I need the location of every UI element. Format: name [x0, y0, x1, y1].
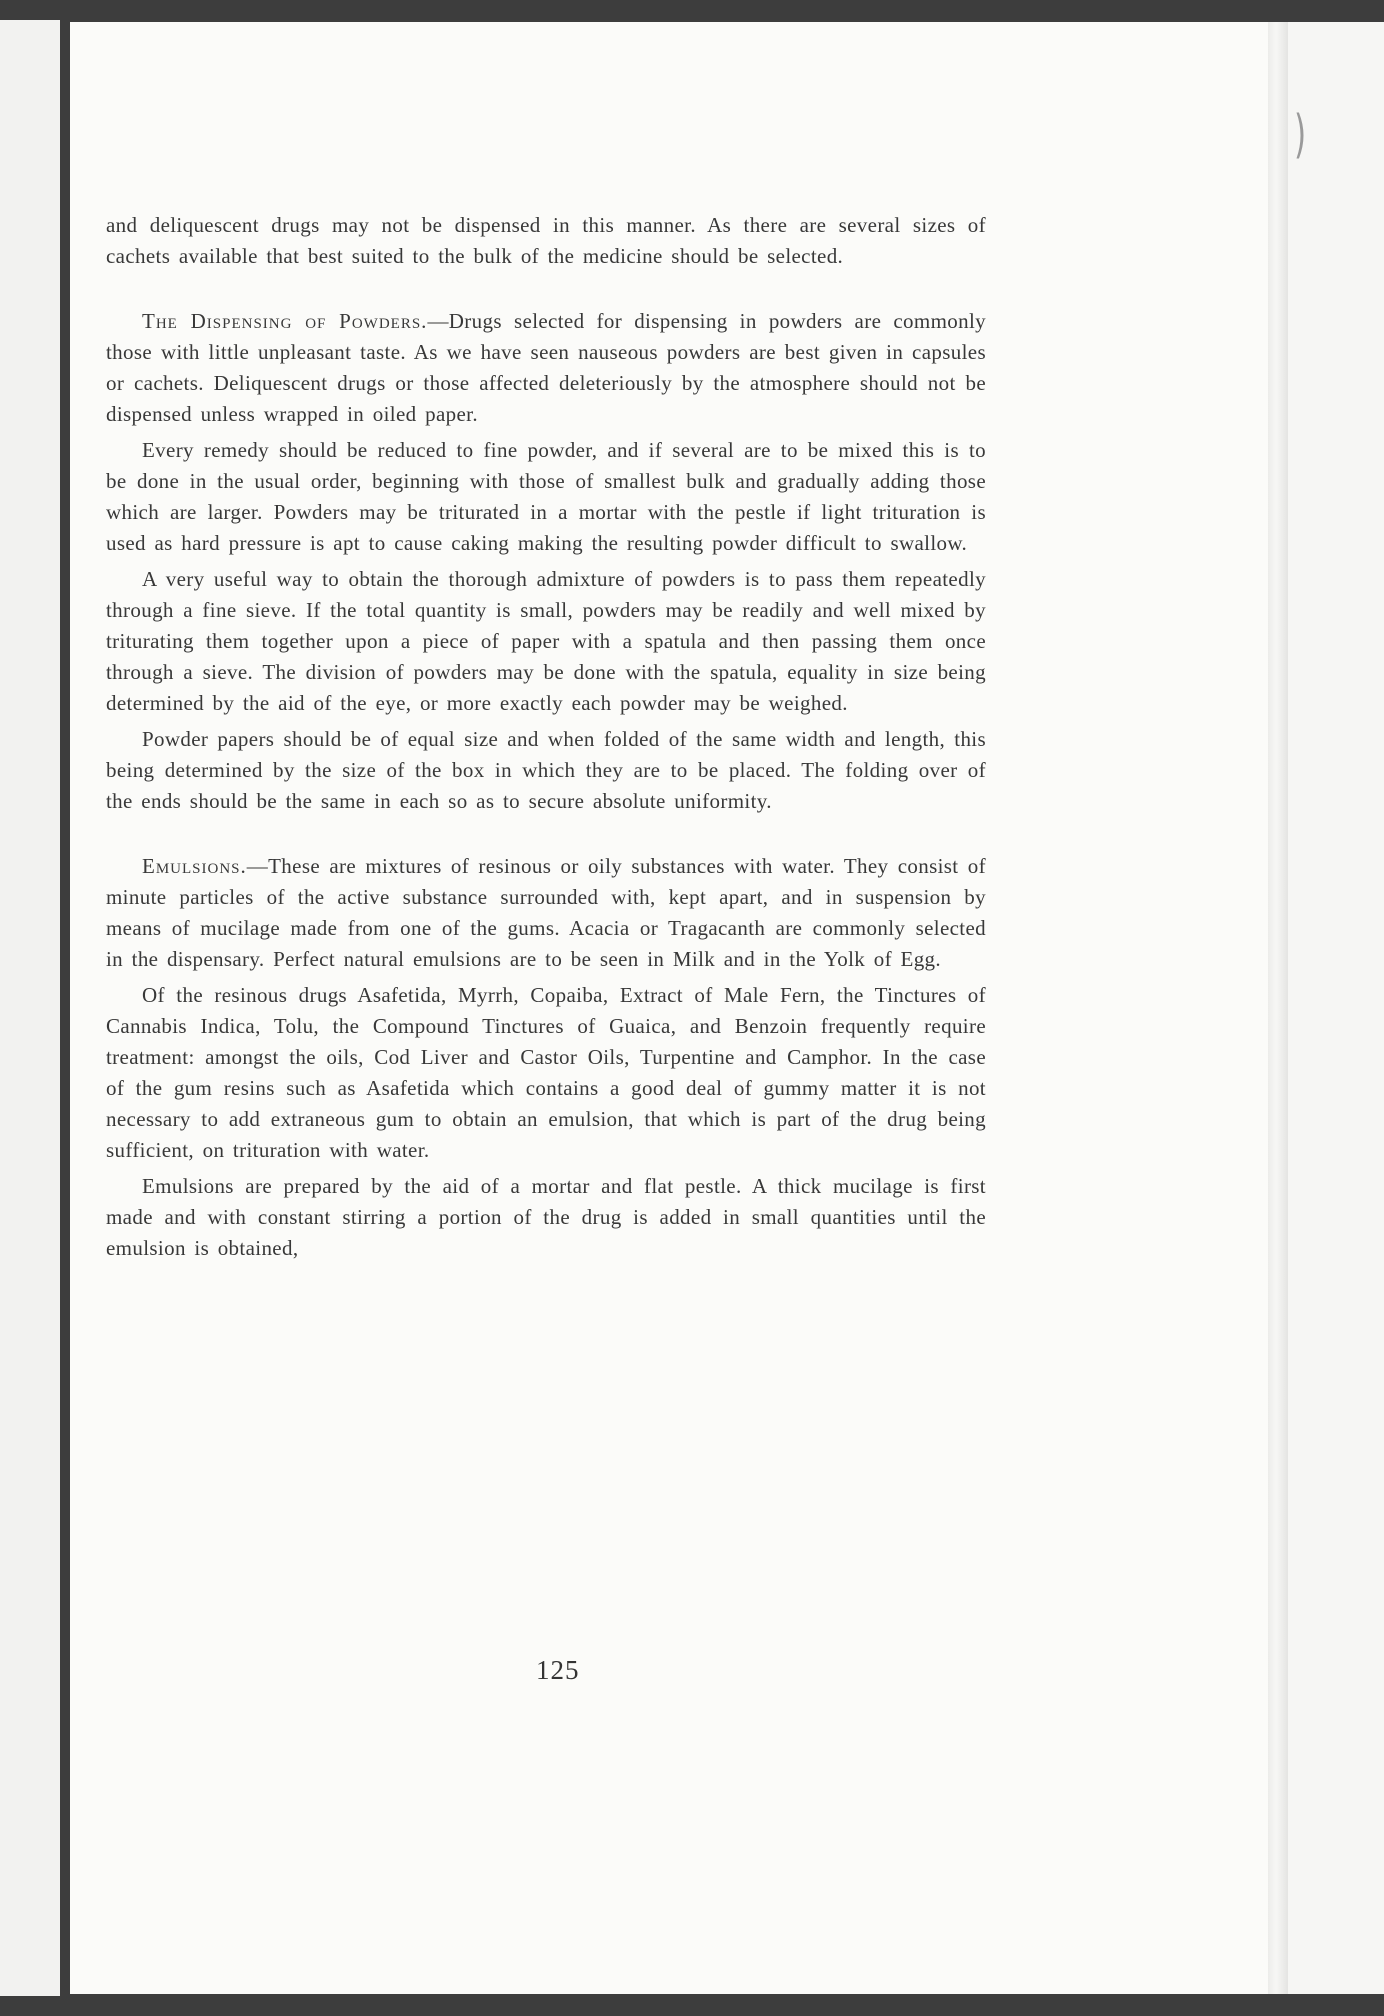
paragraph-powders-intro	[106, 306, 986, 430]
margin-mark: )	[1294, 105, 1307, 165]
paragraph-powder-papers: Powder papers should be of equal size and when folded of the same width and length, this being determined by the size of the box in which they are to be placed. The folding over of the ends should be the same in each so as to secure absolute uniformity.	[106, 727, 986, 813]
page-body	[106, 210, 986, 1264]
paragraph-emulsion-preparation: Emulsions are prepared by the aid of a mortar and flat pestle. A thick mucilage is first made and with constant stirring a portion of the drug is added in small quantities until the emulsion is obtained,	[106, 1174, 986, 1260]
left-page-edge	[0, 20, 60, 1996]
section-heading-emulsions: Emulsions.	[142, 854, 247, 878]
paragraph-cachets-end: and deliquescent drugs may not be dispensed in this manner. As there are several sizes of cachets available that best suited to the bulk of the medicine should be selected.	[106, 213, 986, 268]
paragraph-powders-trituration: Every remedy should be reduced to fine powder, and if several are to be mixed this is to be done in the usual order, beginning with those of smallest bulk and gradually adding those which are larger. Powders may be triturated in a mortar with the pestle if light trituration is used as hard pressure is apt to cause caking making the resulting powder difficult to swallow.	[106, 438, 986, 555]
page-fold	[1268, 22, 1288, 1994]
paragraph-powders-admixture: A very useful way to obtain the thorough admixture of powders is to pass them repeatedly through a fine sieve. If the total quantity is small, powders may be readily and well mixed by triturating them together upon a piece of paper with a spatula and then passing them once through a sieve. The division of powders may be done with the spatula, equality in size being determined by the aid of the eye, or more exactly each powder may be weighed.	[106, 567, 986, 715]
paragraph-powders-intro-text: —Drugs selected for dispensing in powders are commonly those with little unpleasant taste. As we have seen nauseous powders are best given in capsules or cachets. Deliquescent drugs or those affected deleteriously by the atmosphere should not be dispensed unless wrapped in oiled paper.	[106, 309, 986, 426]
paragraph-emulsions-intro	[106, 851, 986, 975]
next-page-edge	[1288, 22, 1384, 1994]
paragraph-resinous-drugs: Of the resinous drugs Asafetida, Myrrh, Copaiba, Extract of Male Fern, the Tinctures of Cannabis Indica, Tolu, the Compound Tinctures of Guaica, and Benzoin frequently require treatment: amongst the oils, Cod Liver and Castor Oils, Turpentine and Camphor. In the case of the gum resins such as Asafetida which contains a good deal of gummy matter it is not necessary to add extraneous gum to obtain an emulsion, that which is part of the drug being sufficient, on trituration with water.	[106, 983, 986, 1162]
section-heading-powders: The Dispensing of Powders.	[142, 309, 428, 333]
paragraph-emulsions-intro-text: —These are mixtures of resinous or oily substances with water. They consist of minute particles of the active substance surrounded with, kept apart, and in suspension by means of mucilage made from one of the gums. Acacia or Tragacanth are commonly selected in the dispensary. Perfect natural emulsions are to be seen in Milk and in the Yolk of Egg.	[106, 854, 986, 971]
page-number: 125	[536, 1655, 580, 1685]
